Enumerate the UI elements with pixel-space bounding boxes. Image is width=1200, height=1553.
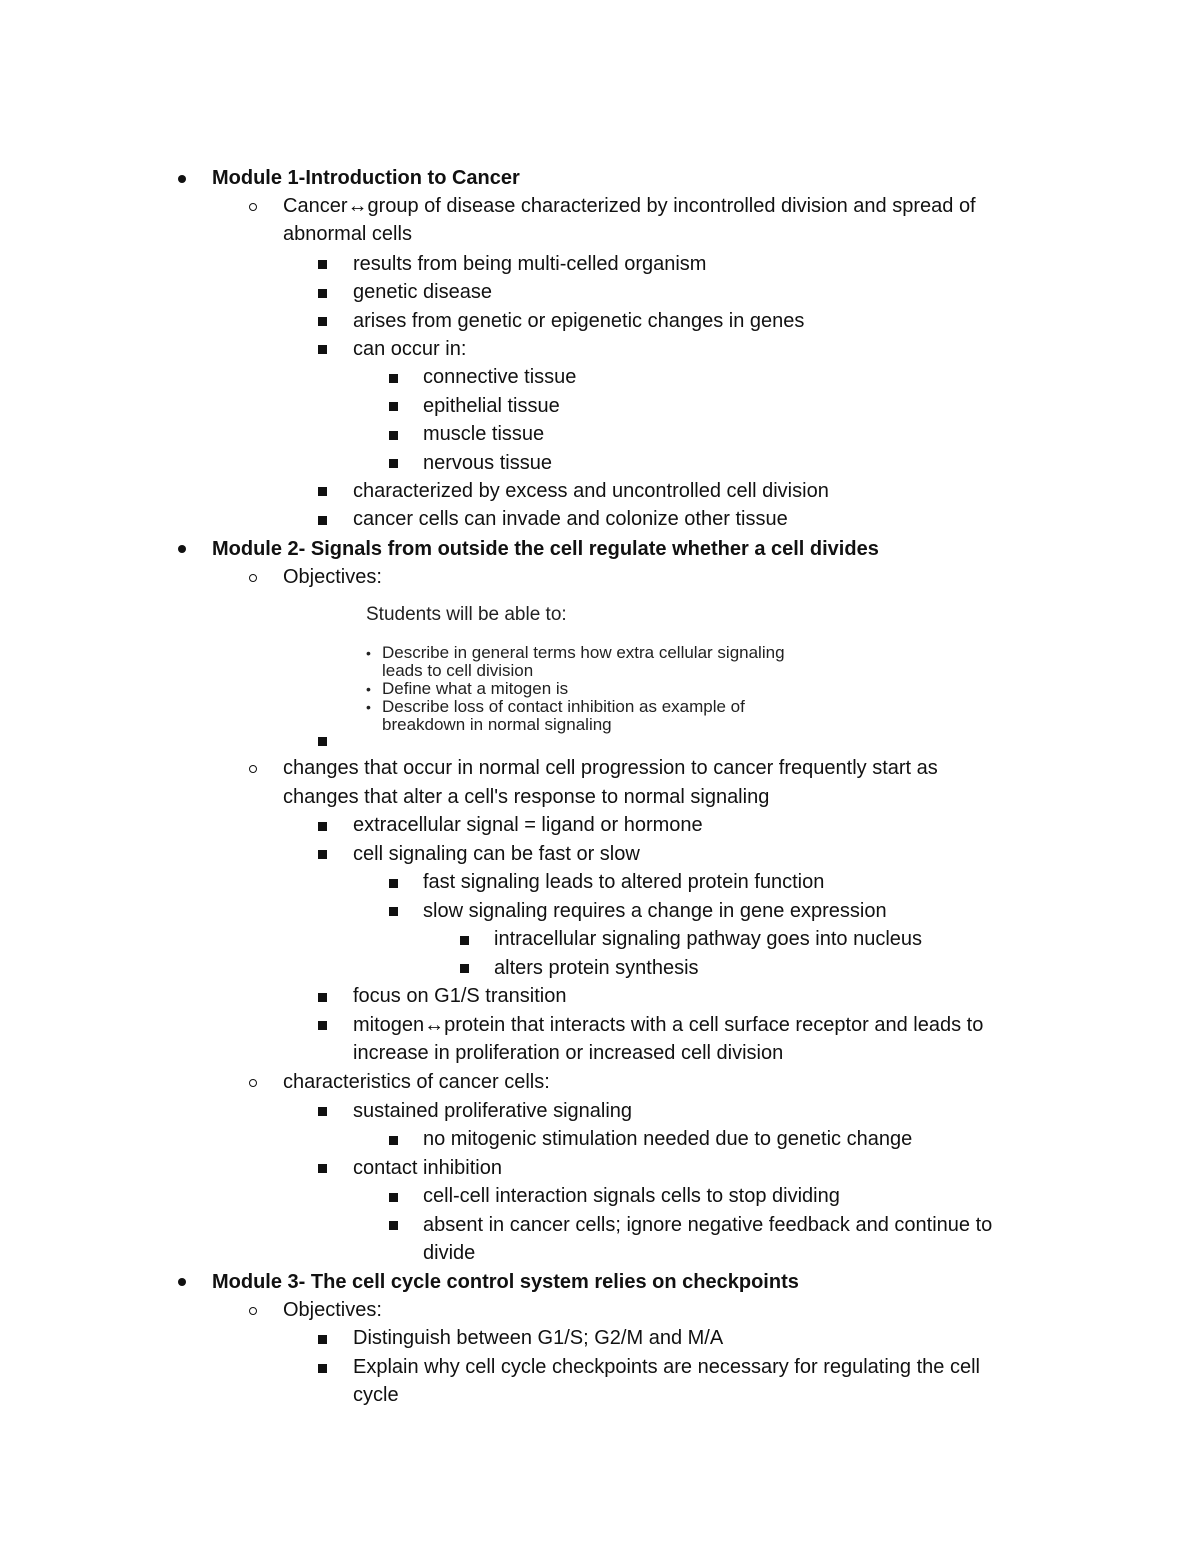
- bullet-square-icon: [389, 1136, 398, 1145]
- contact-detail2-line1: absent in cancer cells; ignore negative feedback and continue to: [423, 1214, 993, 1236]
- objectives-figure: [360, 600, 850, 740]
- objectives-label: Objectives:: [283, 566, 382, 588]
- list-item: focus on G1/S transition: [353, 985, 567, 1007]
- bullet-circle-icon: [249, 1079, 257, 1087]
- mitogen-line2: increase in proliferation or increased cell division: [353, 1042, 784, 1064]
- figure-item: Define what a mitogen is: [382, 679, 569, 698]
- bullet-disc-icon: [178, 1278, 186, 1286]
- bullet-disc-icon: [178, 545, 186, 553]
- contact-detail2-line2: divide: [423, 1242, 476, 1264]
- bullet-circle-icon: [249, 1307, 257, 1315]
- list-item: Distinguish between G1/S; G2/M and M/A: [353, 1327, 724, 1349]
- figure-item: Describe loss of contact inhibition as example of: [382, 697, 745, 716]
- bullet-square-icon: [389, 459, 398, 468]
- list-item: alters protein synthesis: [494, 957, 699, 979]
- bullet-square-icon: [318, 1335, 327, 1344]
- bullet-square-icon: [318, 345, 327, 354]
- list-item: nervous tissue: [423, 452, 552, 474]
- changes-line2: changes that alter a cell's response to normal signaling: [283, 786, 770, 808]
- bullet-square-icon: [318, 1164, 327, 1173]
- cancer-definition-line1: Cancer↔group of disease characterized by incontrolled division and spread of: [283, 195, 976, 217]
- module-1-heading: Module 1-Introduction to Cancer: [212, 167, 520, 189]
- list-item: characterized by excess and uncontrolled cell division: [353, 480, 829, 502]
- list-item: slow signaling requires a change in gene expression: [423, 900, 887, 922]
- bullet-square-icon: [389, 907, 398, 916]
- list-item: genetic disease: [353, 281, 492, 303]
- figure-item: breakdown in normal signaling: [382, 715, 612, 734]
- bullet-square-icon: [318, 289, 327, 298]
- bullet-square-icon: [389, 402, 398, 411]
- figure-bullet-icon: •: [366, 645, 371, 661]
- module-3-heading: Module 3- The cell cycle control system relies on checkpoints: [212, 1271, 799, 1293]
- bullet-square-icon: [389, 374, 398, 383]
- list-item: can occur in:: [353, 338, 467, 360]
- bullet-disc-icon: [178, 175, 186, 183]
- figure-bullet-icon: •: [366, 699, 371, 715]
- bullet-square-icon: [460, 964, 469, 973]
- list-item: cell signaling can be fast or slow: [353, 843, 640, 865]
- list-item: contact inhibition: [353, 1157, 502, 1179]
- list-item: cell-cell interaction signals cells to stop dividing: [423, 1185, 840, 1207]
- list-item: extracellular signal = ligand or hormone: [353, 814, 703, 836]
- bullet-square-icon: [318, 822, 327, 831]
- bullet-square-icon: [318, 516, 327, 525]
- figure-title: Students will be able to:: [366, 604, 567, 625]
- list-item: epithelial tissue: [423, 395, 560, 417]
- list-item: intracellular signaling pathway goes into nucleus: [494, 928, 923, 950]
- bullet-square-icon: [389, 1193, 398, 1202]
- list-item: no mitogenic stimulation needed due to genetic change: [423, 1128, 913, 1150]
- bullet-square-icon: [389, 1221, 398, 1230]
- bullet-square-icon: [318, 737, 327, 746]
- bullet-square-icon: [318, 317, 327, 326]
- objective2-line1: Explain why cell cycle checkpoints are necessary for regulating the cell: [353, 1356, 980, 1378]
- list-item: connective tissue: [423, 366, 577, 388]
- bullet-square-icon: [318, 1364, 327, 1373]
- bullet-circle-icon: [249, 765, 257, 773]
- bullet-square-icon: [318, 487, 327, 496]
- bullet-square-icon: [318, 993, 327, 1002]
- bullet-square-icon: [318, 1021, 327, 1030]
- list-item: results from being multi-celled organism: [353, 253, 707, 275]
- bullet-circle-icon: [249, 203, 257, 211]
- objectives-label: Objectives:: [283, 1299, 382, 1321]
- mitogen-line1: mitogen↔protein that interacts with a cell surface receptor and leads to: [353, 1014, 984, 1036]
- bullet-square-icon: [389, 431, 398, 440]
- list-item: muscle tissue: [423, 423, 545, 445]
- bullet-circle-icon: [249, 574, 257, 582]
- characteristics-label: characteristics of cancer cells:: [283, 1071, 550, 1093]
- figure-item: Describe in general terms how extra cellular signaling: [382, 643, 785, 662]
- module-2-heading: Module 2- Signals from outside the cell regulate whether a cell divides: [212, 538, 879, 560]
- figure-item: leads to cell division: [382, 661, 534, 680]
- bullet-square-icon: [318, 260, 327, 269]
- bullet-square-icon: [318, 1107, 327, 1116]
- list-item: fast signaling leads to altered protein function: [423, 871, 825, 893]
- bullet-square-icon: [318, 850, 327, 859]
- list-item: sustained proliferative signaling: [353, 1100, 633, 1122]
- figure-bullet-icon: •: [366, 681, 371, 697]
- list-item: cancer cells can invade and colonize other tissue: [353, 508, 788, 530]
- cancer-definition-line2: abnormal cells: [283, 223, 412, 245]
- changes-line1: changes that occur in normal cell progression to cancer frequently start as: [283, 757, 938, 779]
- objective2-line2: cycle: [353, 1384, 399, 1406]
- bullet-square-icon: [389, 879, 398, 888]
- bullet-square-icon: [460, 936, 469, 945]
- list-item: arises from genetic or epigenetic changes in genes: [353, 310, 805, 332]
